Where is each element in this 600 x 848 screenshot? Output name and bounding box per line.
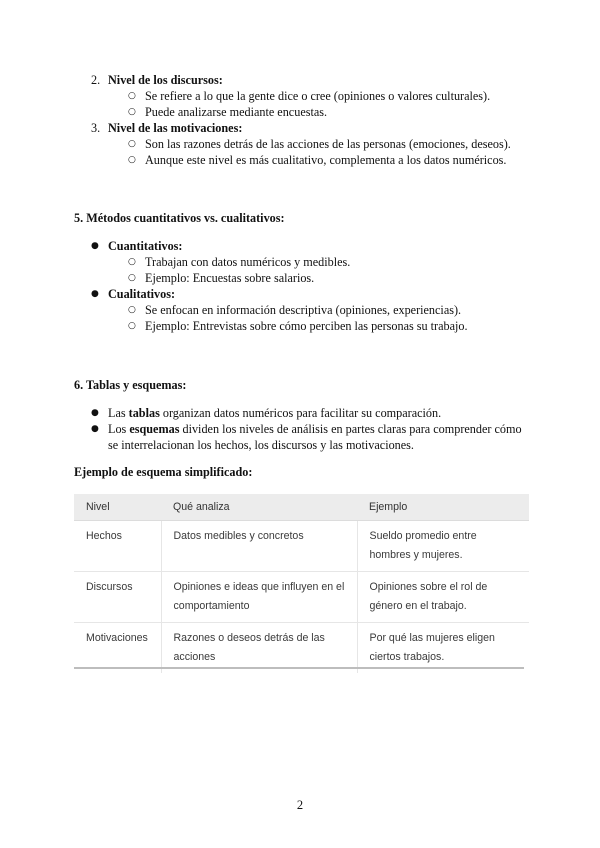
table-header-row [74,494,529,521]
disc-bullet-icon: ● [91,289,99,299]
table-cell: Datos medibles y concretos [161,521,357,572]
bullet-text: Los esquemas dividen los niveles de análisis en partes claras para comprender cómo [108,422,522,436]
table-cell: Hechos [74,521,161,572]
table-header-cell: Nivel [74,494,161,521]
disc-bullet-icon: ● [91,424,99,434]
sub-item: Aunque este nivel es más cualitativo, complementa a los datos numéricos. [145,153,507,167]
sub-item: Puede analizarse mediante encuestas. [145,105,328,119]
list-item-title: Cuantitativos: [108,239,183,253]
table-cell: Sueldo promedio entre hombres y mujeres. [357,521,529,572]
sub-item: Ejemplo: Encuestas sobre salarios. [145,271,315,285]
sub-item: Trabajan con datos numéricos y medibles. [145,255,351,269]
circle-bullet-icon: ○ [128,91,136,101]
sub-item: Se enfocan en información descriptiva (opiniones, experiencias). [145,303,462,317]
list-number: 3. [91,121,101,135]
table-row [74,521,529,572]
table-cell: Razones o deseos detrás de las acciones [161,623,357,674]
sub-item: Ejemplo: Entrevistas sobre cómo perciben las personas su trabajo. [145,319,468,333]
page-number: 2 [296,798,304,812]
circle-bullet-icon: ○ [128,273,136,283]
section-heading: 6. Tablas y esquemas: [74,378,187,392]
circle-bullet-icon: ○ [128,257,136,267]
disc-bullet-icon: ● [91,408,99,418]
sub-item: Se refiere a lo que la gente dice o cree (opiniones o valores culturales). [145,89,491,103]
list-item-title: Nivel de los discursos: [108,73,223,87]
example-heading: Ejemplo de esquema simplificado: [74,465,253,479]
table-cell: Opiniones e ideas que influyen en el comportamiento [161,572,357,623]
sub-item: Son las razones detrás de las acciones de las personas (emociones, deseos). [145,137,511,151]
bullet-text: Las tablas organizan datos numéricos para facilitar su comparación. [108,406,442,420]
horizontal-rule [74,667,524,669]
circle-bullet-icon: ○ [128,139,136,149]
list-item-title: Cualitativos: [108,287,176,301]
schema-table [74,494,529,673]
circle-bullet-icon: ○ [128,321,136,331]
disc-bullet-icon: ● [91,241,99,251]
table-row [74,572,529,623]
table-header-cell: Qué analiza [161,494,357,521]
table-cell: Discursos [74,572,161,623]
table-header-cell: Ejemplo [357,494,529,521]
list-number: 2. [91,73,101,87]
bullet-text-continued: se interrelacionan los hechos, los discursos y las motivaciones. [108,438,414,452]
circle-bullet-icon: ○ [128,305,136,315]
table-cell: Motivaciones [74,623,161,674]
table-cell: Por qué las mujeres eligen ciertos trabajos. [369,632,495,663]
section-heading: 5. Métodos cuantitativos vs. cualitativos: [74,211,285,225]
circle-bullet-icon: ○ [128,107,136,117]
table-cell: Opiniones sobre el rol de género en el trabajo. [357,572,529,623]
circle-bullet-icon: ○ [128,155,136,165]
list-item-title: Nivel de las motivaciones: [108,121,243,135]
table-row [74,623,529,674]
